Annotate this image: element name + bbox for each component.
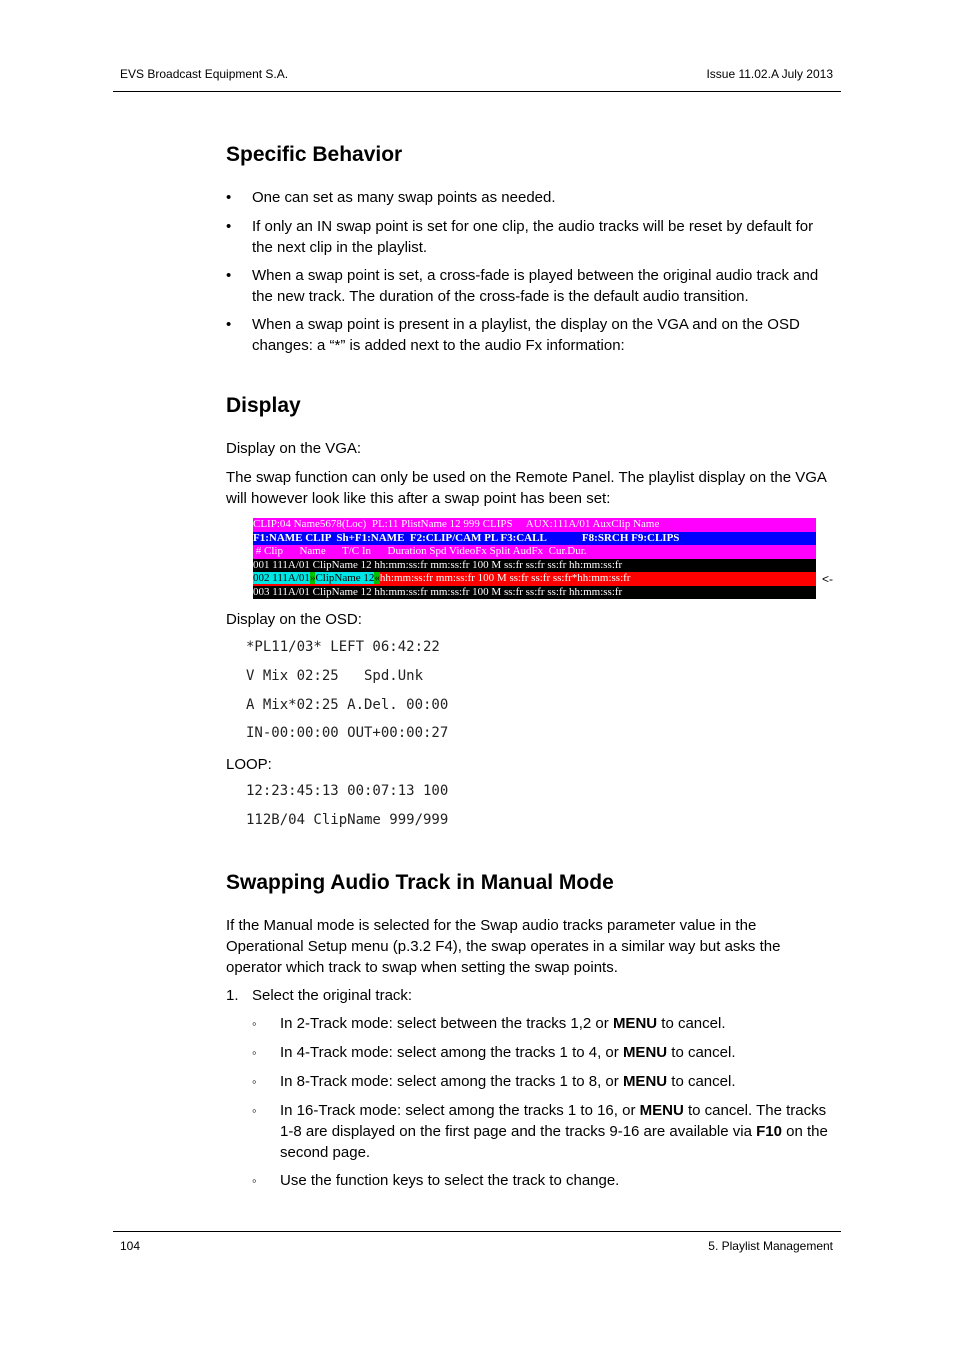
list-item [252, 1071, 842, 1092]
bullet-marker: • [226, 218, 232, 235]
vga-marker-left: » [309, 572, 316, 584]
bullet-text: If only an IN swap point is set for one clip, the audio tracks will be reset by default for the next clip in the playlist. [252, 218, 814, 256]
footer-section: 5. Playlist Management [708, 1239, 833, 1253]
loop-line: 112B/04 ClipName 999/999 [246, 812, 449, 828]
vga-function-row: F1:NAME CLIP Sh+F1:NAME F2:CLIP/CAM PL F3:CALL F8:SRCH F9:CLIPS [253, 532, 816, 546]
sub-bullet-marker: ◦ [252, 1045, 257, 1060]
heading-manual-mode: Swapping Audio Track in Manual Mode [226, 871, 614, 894]
vga-clip-name: ClipName 12 [315, 572, 375, 584]
list-item [226, 216, 838, 258]
bullet-text: When a swap point is present in a playlist, the display on the VGA and on the OSD changes: a “*” is added next to the audio Fx information: [252, 316, 800, 354]
bullet-text: When a swap point is set, a cross-fade is played between the original audio track and the new track. The duration of the cross-fade is the default audio transition. [252, 267, 819, 305]
bullet-marker: • [226, 267, 232, 284]
vga-playlist-row-current [253, 572, 816, 586]
osd-line: *PL11/03* LEFT 06:42:22 [246, 639, 440, 655]
vga-status-row: CLIP:04 Name5678(Loc) PL:11 PlistName 12 999 CLIPS AUX:111A/01 AuxClip Name [253, 518, 816, 532]
list-item [252, 1013, 842, 1034]
bullet-marker: • [226, 316, 232, 333]
list-item-step-1 [226, 985, 838, 1006]
sub-bullet-text: Use the function keys to select the track to change. [280, 1172, 620, 1189]
list-item [252, 1100, 842, 1163]
vga-playlist-row: 001 111A/01 ClipName 12 hh:mm:ss:fr mm:ss:fr 100 M ss:fr ss:fr ss:fr hh:mm:ss:fr [253, 559, 816, 573]
osd-line: V Mix 02:25 Spd.Unk [246, 668, 424, 684]
list-item [252, 1170, 842, 1191]
list-item [226, 314, 838, 356]
heading-display: Display [226, 394, 301, 417]
page-number: 104 [120, 1239, 141, 1253]
loop-line: 12:23:45:13 00:07:13 100 [246, 783, 449, 799]
bullet-marker: • [226, 189, 232, 206]
sub-bullet-marker: ◦ [252, 1103, 257, 1118]
vga-row-arrow: <- [822, 572, 834, 586]
sub-bullet-text: In 8-Track mode: select among the tracks 1 to 8, or MENU to cancel. [280, 1073, 736, 1090]
sub-bullet-text: In 2-Track mode: select between the tracks 1,2 or MENU to cancel. [280, 1015, 726, 1032]
osd-label: Display on the OSD: [226, 611, 362, 628]
step-text: Select the original track: [252, 987, 413, 1004]
sub-bullet-text: In 16-Track mode: select among the tracks 1 to 16, or MENU to cancel. The tracks 1-8 are displayed on the first page and the tracks 9-16 are available via F10 on the second page. [280, 1102, 828, 1161]
vga-clip-id: 002 111A/01 [253, 572, 310, 584]
vga-playlist-display [253, 518, 816, 599]
header-company: EVS Broadcast Equipment S.A. [120, 67, 289, 81]
heading-specific-behavior: Specific Behavior [226, 143, 403, 166]
sub-bullet-marker: ◦ [252, 1016, 257, 1031]
manual-intro: If the Manual mode is selected for the Swap audio tracks parameter value in the Operational Setup menu (p.3.2 F4), the swap operates in a similar way but asks the operator which track to swap when setting the swap points. [226, 917, 781, 976]
step-number: 1. [226, 987, 239, 1004]
header-issue: Issue 11.02.A July 2013 [706, 67, 833, 81]
vga-paragraph: The swap function can only be used on the Remote Panel. The playlist display on the VGA will however look like this after a swap point has been set: [226, 469, 827, 507]
list-item [252, 1042, 842, 1063]
osd-line: IN-00:00:00 OUT+00:00:27 [246, 725, 449, 741]
loop-label: LOOP: [226, 756, 272, 773]
sub-bullet-marker: ◦ [252, 1074, 257, 1089]
page-footer [113, 1231, 841, 1253]
vga-column-header: # Clip Name T/C In Duration Spd VideoFx Split AudFx Cur.Dur. [253, 545, 816, 559]
vga-label: Display on the VGA: [226, 440, 362, 457]
vga-clip-timing: hh:mm:ss:fr mm:ss:fr 100 M ss:fr ss:fr ss:fr*hh:mm:ss:fr [379, 572, 631, 584]
page-header [113, 66, 841, 92]
list-item [226, 187, 838, 208]
vga-playlist-row: 003 111A/01 ClipName 12 hh:mm:ss:fr mm:ss:fr 100 M ss:fr ss:fr ss:fr hh:mm:ss:fr [253, 586, 816, 600]
osd-line: A Mix*02:25 A.Del. 00:00 [246, 697, 449, 713]
vga-marker-right: « [374, 572, 380, 584]
sub-bullet-marker: ◦ [252, 1173, 257, 1188]
sub-bullet-text: In 4-Track mode: select among the tracks 1 to 4, or MENU to cancel. [280, 1044, 736, 1061]
bullet-text: One can set as many swap points as needed. [252, 189, 556, 206]
list-item [226, 265, 838, 307]
